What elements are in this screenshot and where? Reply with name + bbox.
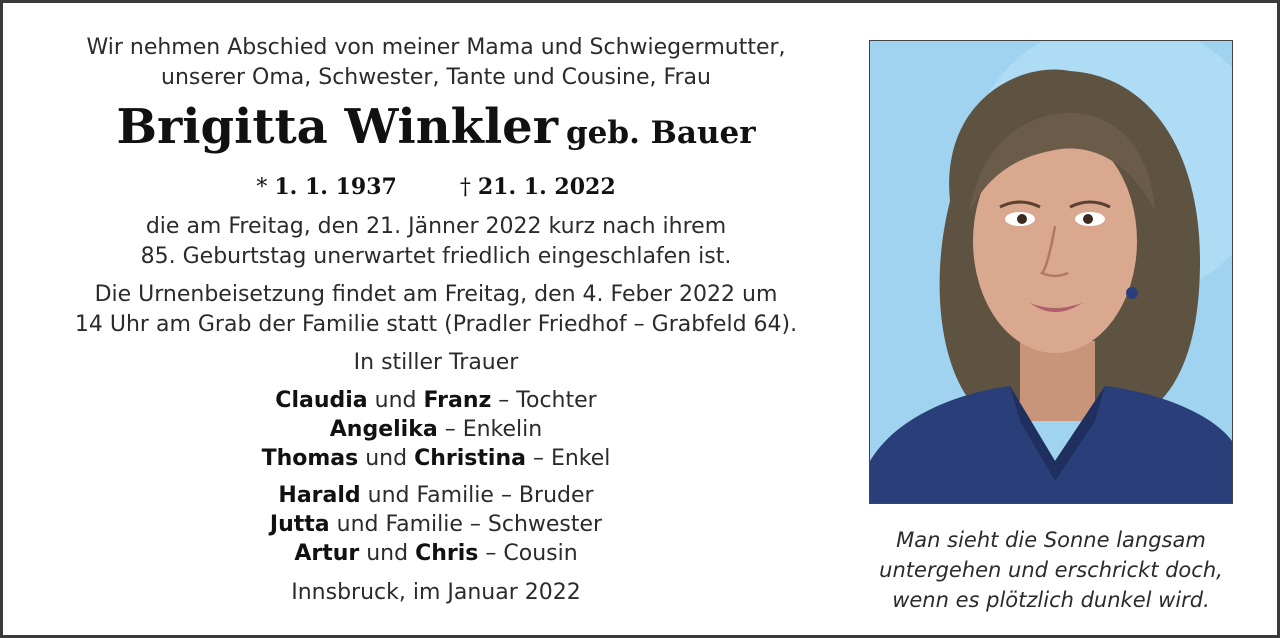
birth-symbol: * [256,175,268,200]
mourner-relation: – Enkel [532,446,611,471]
mourner-line [33,415,839,444]
portrait-illustration [870,41,1232,503]
quote-line: wenn es plötzlich dunkel wird. [892,588,1210,612]
intro-text [33,33,839,93]
passing-line: die am Freitag, den 21. Jänner 2022 kurz nach ihrem [145,214,727,239]
mourner-relation: – Cousin [485,541,578,566]
notice-text [33,33,839,608]
death-date [460,170,616,205]
deceased-name-line [33,97,839,168]
portrait-photo [869,40,1233,504]
quote-text [851,525,1251,615]
mourner-line [33,386,839,415]
mourner-conj: und [366,541,409,566]
mourner-name: Chris [415,541,479,566]
birth-date [256,170,396,205]
intro-line: Wir nehmen Abschied von meiner Mama und Schwiegermutter, [86,35,786,60]
burial-line: 14 Uhr am Grab der Familie statt (Pradler Friedhof – Grabfeld 64). [74,312,798,337]
mourner-line [33,510,839,539]
deceased-name: Brigitta Winkler [116,99,558,155]
birth-date-value: 1. 1. 1937 [274,174,397,200]
mourners-relatives [33,481,839,568]
mourners-family [33,386,839,473]
mourner-line [33,481,839,510]
mourner-relation: – Tochter [498,388,597,413]
mourner-name: Thomas [261,446,359,471]
passing-text [33,212,839,272]
death-date-value: 21. 1. 2022 [477,174,616,200]
intro-line: unserer Oma, Schwester, Tante und Cousine, Frau [161,65,711,90]
mourner-name: Artur [294,541,360,566]
mourner-conj: und [374,388,417,413]
mourning-heading: In stiller Trauer [353,350,519,375]
mourner-relation: – Enkelin [444,417,543,442]
mourner-name: Harald [278,483,361,508]
mourner-name: Franz [423,388,492,413]
life-dates [33,170,839,204]
death-symbol: † [459,175,471,200]
place-and-date: Innsbruck, im Januar 2022 [291,580,581,605]
mourner-name: Jutta [269,512,330,537]
mourner-name: Angelika [329,417,438,442]
mourner-conj: und Familie [336,512,463,537]
maiden-name: geb. Bauer [566,115,756,151]
mourner-relation: – Bruder [500,483,594,508]
burial-text [33,280,839,340]
mourner-name: Claudia [275,388,368,413]
quote-line: Man sieht die Sonne langsam [896,528,1206,552]
burial-line: Die Urnenbeisetzung findet am Freitag, den 4. Feber 2022 um [94,282,778,307]
mourner-conj: und [365,446,408,471]
mourner-line [33,444,839,473]
quote-line: untergehen und erschrickt doch, [879,558,1223,582]
mourner-conj: und Familie [367,483,494,508]
mourner-name: Christina [414,446,526,471]
mourner-line [33,539,839,568]
passing-line: 85. Geburtstag unerwartet friedlich eingeschlafen ist. [140,244,732,269]
mourner-relation: – Schwester [469,512,603,537]
